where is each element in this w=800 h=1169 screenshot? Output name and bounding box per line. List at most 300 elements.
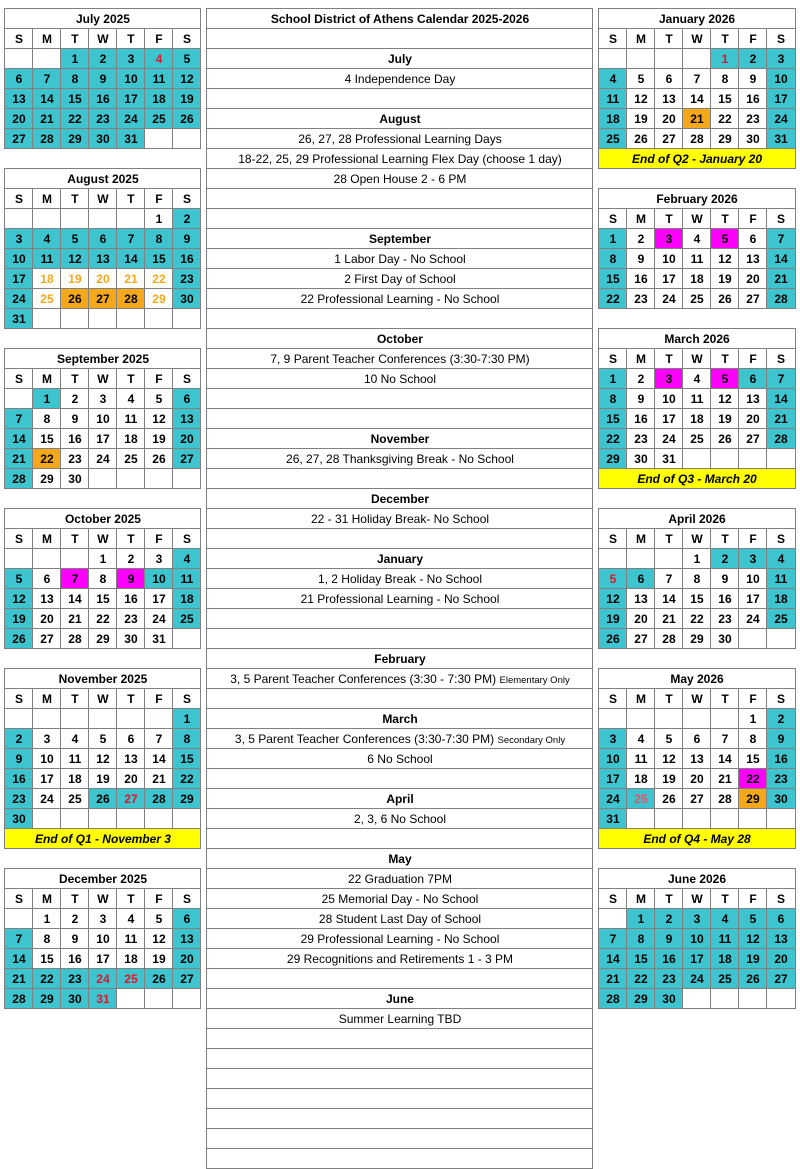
events-month-header: September	[207, 229, 593, 249]
calendar-empty-cell	[739, 989, 767, 1009]
day-of-week-header: M	[33, 889, 61, 909]
day-of-week-header: T	[117, 189, 145, 209]
calendar-row	[5, 469, 795, 489]
calendar-day-cell: 11	[173, 569, 201, 589]
calendar-day-cell: 17	[33, 769, 61, 789]
calendar-day-cell: 19	[739, 949, 767, 969]
calendar-day-cell: 28	[683, 129, 711, 149]
calendar-day-cell: 5	[5, 569, 33, 589]
calendar-day-cell: 15	[599, 269, 627, 289]
day-of-week-header: S	[599, 29, 627, 49]
calendar-day-cell: 21	[145, 769, 173, 789]
calendar-empty-cell	[739, 1129, 767, 1149]
calendar-day-cell: 9	[767, 729, 795, 749]
day-of-week-header: T	[711, 209, 739, 229]
calendar-empty-cell	[89, 1109, 117, 1129]
events-blank-cell	[207, 309, 593, 329]
day-of-week-header: T	[61, 29, 89, 49]
calendar-day-cell: 6	[173, 389, 201, 409]
calendar-empty-cell	[627, 1089, 655, 1109]
calendar-empty-cell	[767, 1069, 795, 1089]
events-blank-cell	[207, 89, 593, 109]
calendar-day-cell: 5	[599, 569, 627, 589]
calendar-day-cell: 30	[173, 289, 201, 309]
calendar-empty-cell	[599, 1069, 627, 1089]
calendar-day-cell: 15	[89, 589, 117, 609]
calendar-day-cell: 26	[655, 789, 683, 809]
calendar-day-cell: 18	[173, 589, 201, 609]
calendar-empty-cell	[145, 129, 173, 149]
calendar-empty-cell	[599, 1089, 627, 1109]
calendar-day-cell: 16	[655, 949, 683, 969]
calendar-day-cell: 30	[739, 129, 767, 149]
calendar-empty-cell	[33, 1149, 61, 1169]
events-month-header: December	[207, 489, 593, 509]
events-blank-cell	[207, 189, 593, 209]
calendar-day-cell: 10	[89, 409, 117, 429]
calendar-empty-cell	[61, 809, 89, 829]
events-month-header: November	[207, 429, 593, 449]
calendar-empty-cell	[117, 1069, 145, 1089]
calendar-row	[5, 29, 795, 49]
day-of-week-header: M	[627, 689, 655, 709]
calendar-day-cell: 27	[683, 789, 711, 809]
calendar-empty-cell	[627, 1029, 655, 1049]
calendar-empty-cell	[599, 1049, 627, 1069]
calendar-empty-cell	[89, 1129, 117, 1149]
calendar-day-cell: 23	[5, 789, 33, 809]
calendar-day-cell: 2	[5, 729, 33, 749]
calendar-day-cell: 3	[599, 729, 627, 749]
events-month-header: June	[207, 989, 593, 1009]
day-of-week-header: S	[173, 689, 201, 709]
calendar-day-cell: 23	[61, 449, 89, 469]
calendar-day-cell: 22	[145, 269, 173, 289]
calendar-day-cell: 21	[711, 769, 739, 789]
day-of-week-header: S	[767, 689, 795, 709]
calendar-day-cell: 13	[739, 249, 767, 269]
month-block-spacer	[5, 489, 201, 509]
calendar-empty-cell	[5, 49, 33, 69]
month-block-spacer	[599, 849, 795, 869]
calendar-day-cell: 20	[739, 269, 767, 289]
calendar-day-cell: 10	[145, 569, 173, 589]
calendar-empty-cell	[145, 1129, 173, 1149]
calendar-day-cell: 23	[739, 109, 767, 129]
day-of-week-header: S	[5, 689, 33, 709]
calendar-day-cell: 3	[655, 369, 683, 389]
calendar-row	[5, 949, 795, 969]
calendar-day-cell: 14	[711, 749, 739, 769]
calendar-empty-cell	[739, 809, 767, 829]
calendar-day-cell: 26	[145, 969, 173, 989]
calendar-row	[5, 729, 795, 749]
calendar-day-cell: 22	[33, 449, 61, 469]
calendar-day-cell: 7	[711, 729, 739, 749]
day-of-week-header: S	[173, 189, 201, 209]
calendar-day-cell: 31	[767, 129, 795, 149]
day-of-week-header: M	[33, 189, 61, 209]
calendar-empty-cell	[145, 709, 173, 729]
quarter-end-note: End of Q4 - May 28	[599, 829, 795, 849]
calendar-day-cell: 25	[711, 969, 739, 989]
calendar-day-cell: 28	[145, 789, 173, 809]
month-block-spacer	[599, 309, 795, 329]
day-of-week-header: F	[145, 529, 173, 549]
calendar-day-cell: 31	[655, 449, 683, 469]
day-of-week-header: S	[5, 529, 33, 549]
calendar-empty-cell	[711, 809, 739, 829]
calendar-empty-cell	[33, 1109, 61, 1129]
calendar-row	[5, 129, 795, 149]
day-of-week-header: S	[767, 349, 795, 369]
calendar-empty-cell	[627, 1069, 655, 1089]
calendar-empty-cell	[89, 809, 117, 829]
calendar-row	[5, 1049, 795, 1069]
calendar-day-cell: 24	[599, 789, 627, 809]
calendar-empty-cell	[711, 1029, 739, 1049]
calendar-empty-cell	[5, 1129, 33, 1149]
calendar-day-cell: 3	[117, 49, 145, 69]
calendar-empty-cell	[173, 1089, 201, 1109]
day-of-week-header: T	[61, 189, 89, 209]
calendar-empty-cell	[89, 209, 117, 229]
calendar-day-cell: 14	[5, 429, 33, 449]
calendar-day-cell: 17	[117, 89, 145, 109]
calendar-empty-cell	[683, 809, 711, 829]
calendar-day-cell: 18	[145, 89, 173, 109]
day-of-week-header: W	[89, 189, 117, 209]
calendar-day-cell: 21	[5, 969, 33, 989]
calendar-day-cell: 8	[711, 69, 739, 89]
calendar-day-cell: 26	[711, 289, 739, 309]
day-of-week-header: M	[627, 29, 655, 49]
calendar-empty-cell	[61, 1069, 89, 1089]
day-of-week-header: S	[767, 29, 795, 49]
calendar-day-cell: 5	[61, 229, 89, 249]
calendar-row	[5, 809, 795, 829]
calendar-row	[5, 329, 795, 349]
calendar-day-cell: 7	[767, 229, 795, 249]
calendar-day-cell: 1	[33, 389, 61, 409]
calendar-row	[5, 1109, 795, 1129]
calendar-empty-cell	[33, 1069, 61, 1089]
calendar-empty-cell	[89, 1049, 117, 1069]
calendar-row	[5, 909, 795, 929]
calendar-row	[5, 1029, 795, 1049]
day-of-week-header: S	[767, 889, 795, 909]
calendar-day-cell: 10	[683, 929, 711, 949]
calendar-day-cell: 25	[767, 609, 795, 629]
day-of-week-header: M	[33, 689, 61, 709]
calendar-day-cell: 7	[117, 229, 145, 249]
calendar-day-cell: 12	[739, 929, 767, 949]
calendar-empty-cell	[5, 1049, 33, 1069]
calendar-row	[5, 229, 795, 249]
events-blank-cell	[207, 389, 593, 409]
calendar-row	[5, 249, 795, 269]
calendar-day-cell: 15	[627, 949, 655, 969]
calendar-day-cell: 27	[117, 789, 145, 809]
calendar-empty-cell	[117, 1089, 145, 1109]
day-of-week-header: T	[61, 889, 89, 909]
calendar-day-cell: 11	[61, 749, 89, 769]
calendar-day-cell: 23	[655, 969, 683, 989]
day-of-week-header: S	[767, 209, 795, 229]
month-title: July 2025	[5, 9, 201, 29]
calendar-day-cell: 9	[89, 69, 117, 89]
calendar-day-cell: 21	[683, 109, 711, 129]
events-blank-cell	[207, 629, 593, 649]
day-of-week-header: W	[89, 369, 117, 389]
calendar-day-cell: 8	[33, 409, 61, 429]
events-item-text: 3, 5 Parent Teacher Conferences (3:30-7:30 PM)	[234, 731, 498, 746]
day-of-week-header: F	[145, 889, 173, 909]
calendar-day-cell: 16	[627, 409, 655, 429]
calendar-row	[5, 989, 795, 1009]
calendar-row	[5, 509, 795, 529]
events-item: 4 Independence Day	[207, 69, 593, 89]
calendar-day-cell: 1	[627, 909, 655, 929]
calendar-empty-cell	[33, 709, 61, 729]
calendar-day-cell: 14	[145, 749, 173, 769]
calendar-empty-cell	[627, 709, 655, 729]
calendar-day-cell: 18	[711, 949, 739, 969]
calendar-day-cell: 14	[767, 249, 795, 269]
calendar-day-cell: 2	[739, 49, 767, 69]
calendar-empty-cell	[61, 1109, 89, 1129]
calendar-empty-cell	[5, 909, 33, 929]
calendar-day-cell: 3	[767, 49, 795, 69]
events-month-header: July	[207, 49, 593, 69]
calendar-day-cell: 22	[627, 969, 655, 989]
day-of-week-header: M	[33, 29, 61, 49]
calendar-day-cell: 6	[739, 369, 767, 389]
calendar-day-cell: 1	[33, 909, 61, 929]
day-of-week-header: S	[173, 889, 201, 909]
calendar-empty-cell	[627, 49, 655, 69]
calendar-day-cell: 26	[711, 429, 739, 449]
day-of-week-header: T	[117, 29, 145, 49]
events-item: Summer Learning TBD	[207, 1009, 593, 1029]
calendar-day-cell: 8	[627, 929, 655, 949]
calendar-day-cell: 30	[711, 629, 739, 649]
calendar-day-cell: 1	[711, 49, 739, 69]
calendar-day-cell: 20	[627, 609, 655, 629]
calendar-day-cell: 10	[739, 569, 767, 589]
calendar-day-cell: 29	[599, 449, 627, 469]
calendar-day-cell: 18	[117, 949, 145, 969]
calendar-empty-cell	[61, 1089, 89, 1109]
calendar-day-cell: 22	[89, 609, 117, 629]
calendar-day-cell: 27	[655, 129, 683, 149]
day-of-week-header: M	[33, 529, 61, 549]
calendar-day-cell: 4	[173, 549, 201, 569]
calendar-empty-cell	[173, 469, 201, 489]
calendar-day-cell: 6	[767, 909, 795, 929]
calendar-row	[5, 929, 795, 949]
calendar-empty-cell	[627, 809, 655, 829]
calendar-empty-cell	[117, 309, 145, 329]
calendar-day-cell: 1	[739, 709, 767, 729]
calendar-row	[5, 669, 795, 689]
calendar-empty-cell	[117, 709, 145, 729]
calendar-day-cell: 20	[173, 949, 201, 969]
calendar-empty-cell	[767, 1149, 795, 1169]
calendar-day-cell: 21	[655, 609, 683, 629]
calendar-day-cell: 10	[599, 749, 627, 769]
events-item-text: 3, 5 Parent Teacher Conferences (3:30 - 7:30 PM)	[230, 671, 500, 686]
calendar-day-cell: 13	[117, 749, 145, 769]
calendar-day-cell: 27	[627, 629, 655, 649]
calendar-day-cell: 20	[89, 269, 117, 289]
calendar-day-cell: 6	[33, 569, 61, 589]
calendar-day-cell: 23	[61, 969, 89, 989]
calendar-day-cell: 13	[627, 589, 655, 609]
calendar-empty-cell	[767, 1089, 795, 1109]
calendar-day-cell: 31	[89, 989, 117, 1009]
quarter-end-note: End of Q1 - November 3	[5, 829, 201, 849]
calendar-day-cell: 23	[711, 609, 739, 629]
calendar-empty-cell	[683, 1129, 711, 1149]
events-item: 26, 27, 28 Thanksgiving Break - No School	[207, 449, 593, 469]
calendar-empty-cell	[599, 1109, 627, 1129]
day-of-week-header: W	[683, 209, 711, 229]
calendar-row	[5, 1089, 795, 1109]
calendar-day-cell: 9	[117, 569, 145, 589]
day-of-week-header: S	[599, 349, 627, 369]
calendar-day-cell: 13	[739, 389, 767, 409]
calendar-day-cell: 28	[711, 789, 739, 809]
calendar-day-cell: 2	[711, 549, 739, 569]
calendar-day-cell: 25	[61, 789, 89, 809]
calendar-day-cell: 8	[683, 569, 711, 589]
calendar-day-cell: 21	[117, 269, 145, 289]
calendar-empty-cell	[117, 809, 145, 829]
calendar-day-cell: 13	[5, 89, 33, 109]
calendar-day-cell: 10	[767, 69, 795, 89]
calendar-empty-cell	[5, 1149, 33, 1169]
month-block-spacer	[5, 149, 201, 169]
calendar-day-cell: 17	[5, 269, 33, 289]
day-of-week-header: S	[599, 689, 627, 709]
calendar-day-cell: 18	[627, 769, 655, 789]
calendar-row	[5, 169, 795, 189]
events-blank-cell	[207, 609, 593, 629]
calendar-day-cell: 12	[145, 929, 173, 949]
calendar-day-cell: 29	[711, 129, 739, 149]
calendar-day-cell: 11	[117, 929, 145, 949]
calendar-empty-cell	[711, 1089, 739, 1109]
calendar-empty-cell	[5, 1069, 33, 1089]
month-block-spacer	[599, 649, 795, 669]
day-of-week-header: S	[599, 889, 627, 909]
calendar-day-cell: 28	[655, 629, 683, 649]
month-block-spacer	[5, 849, 201, 869]
calendar-empty-cell	[33, 1129, 61, 1149]
calendar-day-cell: 31	[5, 309, 33, 329]
calendar-empty-cell	[33, 309, 61, 329]
day-of-week-header: F	[739, 689, 767, 709]
calendar-day-cell: 20	[683, 769, 711, 789]
calendar-day-cell: 4	[117, 389, 145, 409]
calendar-day-cell: 5	[739, 909, 767, 929]
calendar-day-cell: 6	[627, 569, 655, 589]
calendar-day-cell: 11	[145, 69, 173, 89]
calendar-day-cell: 4	[61, 729, 89, 749]
calendar-row	[5, 789, 795, 809]
calendar-day-cell: 20	[117, 769, 145, 789]
calendar-day-cell: 29	[33, 469, 61, 489]
calendar-empty-cell	[655, 1049, 683, 1069]
calendar-day-cell: 19	[145, 949, 173, 969]
calendar-empty-cell	[89, 1089, 117, 1109]
day-of-week-header: M	[627, 529, 655, 549]
calendar-day-cell: 1	[145, 209, 173, 229]
calendar-row	[5, 189, 795, 209]
calendar-day-cell: 25	[173, 609, 201, 629]
calendar-day-cell: 3	[683, 909, 711, 929]
calendar-day-cell: 20	[767, 949, 795, 969]
calendar-day-cell: 19	[627, 109, 655, 129]
calendar-day-cell: 16	[739, 89, 767, 109]
calendar-day-cell: 15	[683, 589, 711, 609]
calendar-day-cell: 1	[61, 49, 89, 69]
calendar-day-cell: 27	[33, 629, 61, 649]
calendar-day-cell: 6	[5, 69, 33, 89]
calendar-row	[5, 749, 795, 769]
calendar-day-cell: 30	[89, 129, 117, 149]
calendar-empty-cell	[89, 1029, 117, 1049]
calendar-empty-cell	[655, 49, 683, 69]
calendar-day-cell: 5	[89, 729, 117, 749]
calendar-empty-cell	[683, 989, 711, 1009]
calendar-day-cell: 24	[89, 969, 117, 989]
calendar-day-cell: 3	[89, 389, 117, 409]
calendar-empty-cell	[89, 709, 117, 729]
events-item: 22 Professional Learning - No School	[207, 289, 593, 309]
calendar-day-cell: 11	[683, 249, 711, 269]
day-of-week-header: T	[655, 349, 683, 369]
calendar-row	[5, 409, 795, 429]
calendar-empty-cell	[33, 209, 61, 229]
calendar-day-cell: 13	[655, 89, 683, 109]
day-of-week-header: F	[739, 349, 767, 369]
day-of-week-header: W	[683, 529, 711, 549]
calendar-day-cell: 16	[61, 949, 89, 969]
events-blank-cell	[207, 1089, 593, 1109]
day-of-week-header: F	[739, 29, 767, 49]
calendar-day-cell: 22	[711, 109, 739, 129]
calendar-day-cell: 29	[33, 989, 61, 1009]
events-blank-cell	[207, 409, 593, 429]
calendar-day-cell: 7	[5, 409, 33, 429]
calendar-day-cell: 13	[767, 929, 795, 949]
calendar-empty-cell	[739, 1149, 767, 1169]
calendar-row	[5, 349, 795, 369]
calendar-empty-cell	[767, 449, 795, 469]
calendar-day-cell: 1	[89, 549, 117, 569]
calendar-row	[5, 549, 795, 569]
calendar-day-cell: 6	[683, 729, 711, 749]
calendar-empty-cell	[683, 49, 711, 69]
calendar-day-cell: 2	[61, 909, 89, 929]
calendar-empty-cell	[683, 1109, 711, 1129]
day-of-week-header: F	[145, 189, 173, 209]
calendar-day-cell: 5	[655, 729, 683, 749]
calendar-day-cell: 19	[5, 609, 33, 629]
calendar-day-cell: 14	[117, 249, 145, 269]
